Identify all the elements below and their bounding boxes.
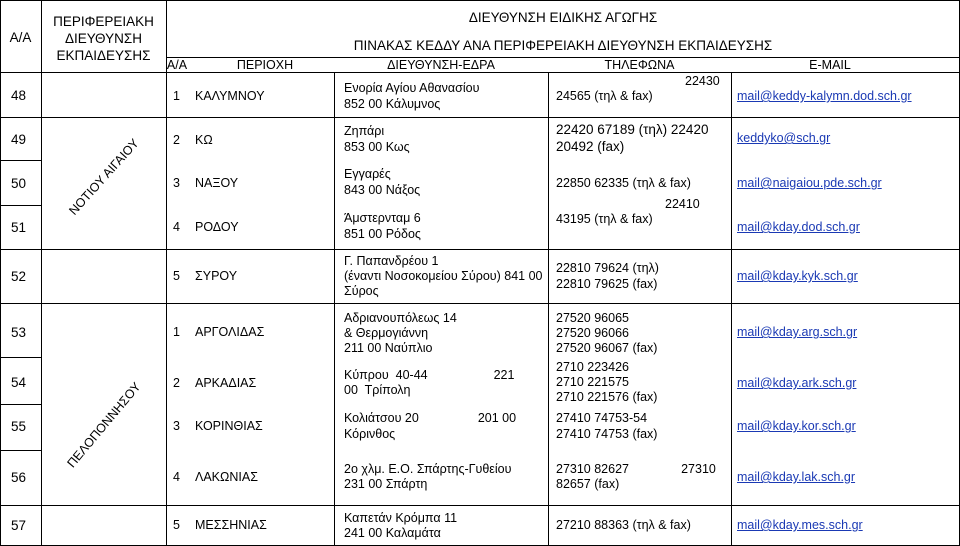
row-address-line3: 211 00 Ναύπλιο xyxy=(344,341,433,355)
row-address-line2: 241 00 Καλαμάτα xyxy=(344,526,441,540)
row-address-line2: 853 00 Κως xyxy=(344,140,410,154)
row-phone-line1: 27410 74753-54 xyxy=(556,411,648,425)
row-phone-line3: 2710 221576 (fax) xyxy=(556,390,658,404)
subheader-phone: ΤΗΛΕΦΩΝΑ xyxy=(604,58,675,72)
row-area: ΑΡΓΟΛΙΔΑΣ xyxy=(195,325,265,339)
row-address-line1: Καπετάν Κρόμπα 11 xyxy=(344,511,458,525)
row-email-link[interactable]: mail@kday.kor.sch.gr xyxy=(737,419,856,433)
subheader-email: E-MAIL xyxy=(809,58,851,72)
row-phone-line3: 27520 96067 (fax) xyxy=(556,341,658,355)
row-address-line1: Αδριανουπόλεως 14 xyxy=(344,311,457,325)
row-aa: 2 xyxy=(173,133,180,147)
row-aa: 1 xyxy=(173,89,180,103)
row-address-line1: Κολιάτσου 20 201 00 xyxy=(344,411,517,425)
row-aa: 2 xyxy=(173,376,180,390)
row-email-link[interactable]: mail@naigaiou.pde.sch.gr xyxy=(737,176,882,190)
row-address-line1: Άμστερνταμ 6 xyxy=(344,211,421,225)
row-phone-line2: 82657 (fax) xyxy=(556,477,620,491)
row-address-line2: Κόρινθος xyxy=(344,427,396,441)
row-number: 53 xyxy=(11,325,27,340)
row-number: 51 xyxy=(11,220,27,235)
row-number: 48 xyxy=(11,88,27,103)
row-phone-line1: 22810 79624 (τηλ) xyxy=(556,261,659,275)
row-address-line1: Ενορία Αγίου Αθανασίου xyxy=(344,81,480,95)
row-phone-line1: 24565 (τηλ & fax) xyxy=(556,89,653,103)
header-region xyxy=(41,13,166,64)
group-label-south-aegean: ΝΟΤΙΟΥ ΑΙΓΑΙΟΥ xyxy=(66,136,142,218)
row-aa: 3 xyxy=(173,419,180,433)
row-email-link[interactable]: mail@kday.lak.sch.gr xyxy=(737,470,856,484)
row-phone-line2: 2710 221575 xyxy=(556,375,629,389)
row-area: ΚΑΛΥΜΝΟΥ xyxy=(195,89,265,103)
header-region-line3: ΕΚΠΑΙΔΕΥΣΗΣ xyxy=(56,48,151,63)
row-area: ΛΑΚΩΝΙΑΣ xyxy=(195,470,258,484)
row-phone-line1: 22850 62335 (τηλ & fax) xyxy=(556,176,691,190)
row-phone-line2: 22810 79625 (fax) xyxy=(556,277,658,291)
row-area: ΚΩ xyxy=(195,133,213,147)
row-area: ΡΟΔΟΥ xyxy=(195,220,239,234)
row-aa: 3 xyxy=(173,176,180,190)
row-phone-line1: 27520 96065 xyxy=(556,311,629,325)
row-aa: 5 xyxy=(173,518,180,532)
row-phone-top: 22430 xyxy=(685,74,720,88)
row-phone-top: 22410 xyxy=(665,197,700,211)
row-aa: 4 xyxy=(173,470,180,484)
row-address-line2: 852 00 Κάλυμνος xyxy=(344,97,441,111)
row-phone-line2: 27410 74753 (fax) xyxy=(556,427,658,441)
row-address-line3: Σύρος xyxy=(344,284,379,298)
row-aa: 1 xyxy=(173,325,180,339)
row-area: ΝΑΞΟΥ xyxy=(195,176,239,190)
row-email-link[interactable]: mail@kday.arg.sch.gr xyxy=(737,325,858,339)
row-aa: 5 xyxy=(173,269,180,283)
subheader-aa: Α/Α xyxy=(166,58,188,72)
page-title: ΔΙΕΥΘΥΝΣΗ ΕΙΔΙΚΗΣ ΑΓΩΓΗΣ xyxy=(468,10,658,25)
row-area: ΣΥΡΟΥ xyxy=(195,269,238,283)
row-phone-line1: 2710 223426 xyxy=(556,360,629,374)
row-address-line2: 231 00 Σπάρτη xyxy=(344,477,428,491)
row-email-link[interactable]: keddyko@sch.gr xyxy=(737,131,831,145)
header-region-line2: ΔΙΕΥΘΥΝΣΗ xyxy=(65,31,142,46)
row-address-line1: Γ. Παπανδρέου 1 xyxy=(344,254,439,268)
row-address-line2: 00 Τρίπολη xyxy=(344,383,411,397)
row-number: 55 xyxy=(11,419,27,434)
row-email-link[interactable]: mail@kday.mes.sch.gr xyxy=(737,518,863,532)
row-phone-line2: 27520 96066 xyxy=(556,326,629,340)
row-number: 57 xyxy=(11,518,27,533)
row-number: 52 xyxy=(11,269,27,284)
row-number: 56 xyxy=(11,470,27,485)
subheader-address: ΔΙΕΥΘΥΝΣΗ-ΕΔΡΑ xyxy=(387,58,495,72)
row-aa: 4 xyxy=(173,220,180,234)
row-address-line1: 2ο χλμ. Ε.Ο. Σπάρτης-Γυθείου xyxy=(344,462,512,476)
row-phone-line1: 27210 88363 (τηλ & fax) xyxy=(556,518,691,532)
row-phone-line1: 22420 67189 (τηλ) 22420 xyxy=(556,122,709,137)
row-phone-line2: 20492 (fax) xyxy=(556,139,625,154)
row-address-line1: Ζηπάρι xyxy=(344,124,385,138)
row-address-line2: & Θερμογιάννη xyxy=(344,326,429,340)
group-label-peloponnese: ΠΕΛΟΠΟΝΝΗΣΟΥ xyxy=(64,379,144,471)
row-number: 50 xyxy=(11,176,27,191)
row-number: 54 xyxy=(11,375,27,390)
row-email-link[interactable]: mail@keddy-kalymn.dod.sch.gr xyxy=(737,89,912,103)
row-address-line1: Κύπρου 40-44 221 xyxy=(344,368,515,382)
row-area: ΑΡΚΑΔΙΑΣ xyxy=(195,376,257,390)
row-phone-line1: 43195 (τηλ & fax) xyxy=(556,212,653,226)
row-area: ΜΕΣΣΗΝΙΑΣ xyxy=(195,518,267,532)
row-email-link[interactable]: mail@kday.dod.sch.gr xyxy=(737,220,860,234)
row-address-line2: 843 00 Νάξος xyxy=(344,183,421,197)
header-region-line1: ΠΕΡΙΦΕΡΕΙΑΚΗ xyxy=(53,14,154,29)
row-address-line1: Εγγαρές xyxy=(344,167,391,181)
row-email-link[interactable]: mail@kday.ark.sch.gr xyxy=(737,376,857,390)
row-email-link[interactable]: mail@kday.kyk.sch.gr xyxy=(737,269,858,283)
row-address-line2: (έναντι Νοσοκομείου Σύρου) 841 00 xyxy=(344,269,543,283)
row-area: ΚΟΡΙΝΘΙΑΣ xyxy=(195,419,263,433)
page-subtitle: ΠΙΝΑΚΑΣ ΚΕΔΔΥ ΑΝΑ ΠΕΡΙΦΕΡΕΙΑΚΗ ΔΙΕΥΘΥΝΣΗ ΕΚΠΑΙΔΕΥΣΗΣ xyxy=(353,38,773,53)
header-aa: Α/Α xyxy=(9,30,32,45)
row-address-line2: 851 00 Ρόδος xyxy=(344,227,421,241)
row-number: 49 xyxy=(11,132,27,147)
row-phone-line1: 27310 82627 27310 xyxy=(556,462,716,476)
subheader-area: ΠΕΡΙΟΧΗ xyxy=(236,58,294,72)
